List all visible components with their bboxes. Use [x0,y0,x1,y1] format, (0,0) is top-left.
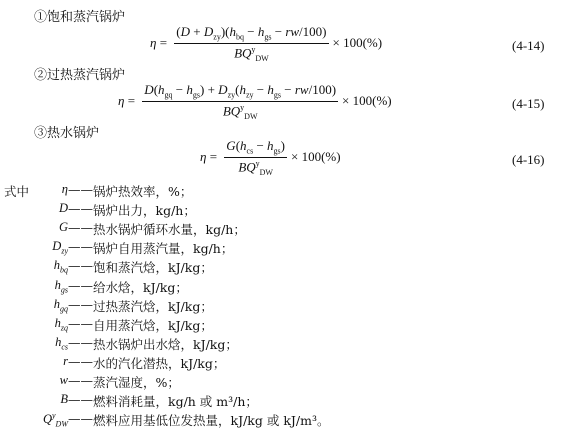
definition-text: 热水锅炉循环水量，kg/h； [93,222,246,238]
definition-row [42,411,329,429]
definition-row [42,258,213,276]
definition-row [42,278,188,296]
definition-text: 蒸汽湿度，%； [93,375,180,390]
definition-dash: —— [68,258,93,274]
definition-dash: —— [68,239,93,255]
definition-dash: —— [68,353,93,369]
section-heading-superheated: ②过热蒸汽锅炉 [34,68,126,83]
definition-row [42,297,213,315]
definition-row [42,373,180,391]
definition-text: 过热蒸汽焓，kJ/kg； [93,298,213,314]
definition-text: 水的汽化潜热，kJ/kg； [93,355,226,371]
definition-symbol: G [58,220,68,235]
definition-text: 锅炉出力，kg/h； [93,203,196,219]
definition-symbol: $h_{cs}$ [55,334,68,352]
definition-symbol: $h_{zq}$ [54,315,68,333]
section-heading-saturated: ①饱和蒸汽锅炉 [34,10,126,25]
definition-symbol: η [61,182,68,196]
definition-symbol: $h_{gq}$ [53,296,68,314]
section-heading-hotwater: ③热水锅炉 [34,126,100,141]
definition-row [42,335,238,353]
equation-number: (4-14) [512,38,545,53]
equation-4-14: η = $\frac{(D + D_{zy})(h_{bq} - h_{gs} - rw/100)}{BQ^y_{DW}}$ × 100(%) [150,24,383,63]
definition-symbol: D [58,201,68,216]
definition-text: 锅炉自用蒸汽量，kg/h； [93,241,234,257]
definition-row [42,220,246,238]
definition-symbol: $h_{gs}$ [54,277,68,294]
definition-symbol: $h_{bq}$ [53,258,68,275]
definition-text: 饱和蒸汽焓，kJ/kg； [93,260,213,276]
definition-text: 锅炉热效率，%； [93,184,193,199]
definition-dash: —— [68,277,93,293]
definition-row [42,239,233,257]
definition-text: 自用蒸汽焓，kJ/kg； [93,317,213,333]
definition-text: 热水锅炉出水焓，kJ/kg； [93,336,238,352]
definition-row [42,392,258,410]
definition-row [42,354,225,372]
definition-dash: —— [68,334,93,350]
definition-dash: —— [68,296,93,312]
equation-4-15: η = $\frac{D(h_{gq} - h_{gs}) + D_{zy}(h_{zy} - h_{gs} - rw/100)}{BQ^y_{DW}}$ × 100(%) [118,82,392,121]
equation-number: (4-16) [512,152,545,167]
where-label: 式中 [4,184,30,199]
definition-row [42,201,196,219]
definition-symbol: $Q^y_{DW}$ [42,411,68,429]
definition-dash: —— [68,373,93,388]
equation-number: (4-15) [512,96,545,111]
definition-dash: —— [68,182,93,197]
definition-text: 燃料消耗量，kg/h 或 m³/h； [93,394,258,410]
definition-row [42,182,192,200]
definition-symbol: B [60,392,68,407]
definition-symbol: r [63,353,68,368]
definition-text: 给水焓，kJ/kg； [93,279,188,295]
definition-row [42,316,213,334]
equation-4-16: η = $\frac{G(h_{cs} - h_{gs})}{BQ^y_{DW}}$ × 100(%) [200,138,341,177]
definition-symbol: w [59,373,68,387]
definition-dash: —— [68,411,93,427]
definition-dash: —— [68,392,93,408]
definition-dash: —— [68,220,93,236]
definition-dash: —— [68,201,93,217]
definition-dash: —— [68,315,93,331]
definition-text: 燃料应用基低位发热量，kJ/kg 或 kJ/m³。 [93,413,330,429]
definition-symbol: $D_{zy}$ [52,239,68,256]
